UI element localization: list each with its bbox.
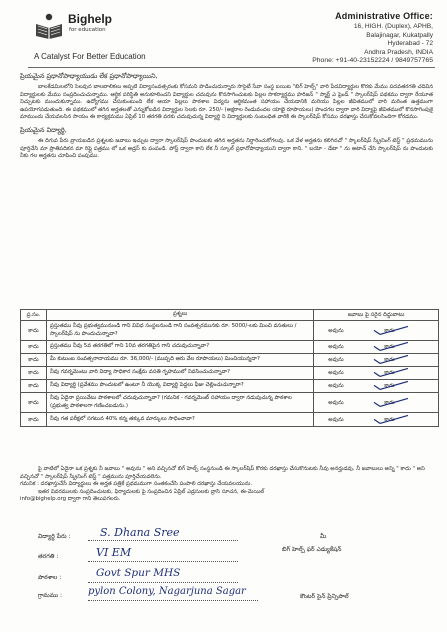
table-row bbox=[21, 367, 439, 380]
school-value[interactable]: Govt Spur MHS bbox=[96, 567, 181, 579]
row-number: కాదు bbox=[21, 341, 47, 354]
salutation-principal: ప్రియమైన ప్రధానోపాధ్యాయుడు లేక ప్రధానోపాధ్యాయిని, bbox=[20, 72, 158, 80]
col-header-no: ప్ర.సం. bbox=[21, 310, 47, 321]
answer-cell[interactable] bbox=[314, 341, 439, 354]
header-divider bbox=[28, 67, 435, 68]
table-row bbox=[21, 413, 439, 427]
row-number: కాదు bbox=[21, 367, 47, 380]
village-label: గ్రామము : bbox=[38, 592, 63, 599]
answer-yes[interactable]: అవును bbox=[328, 344, 344, 350]
office-title: Administrative Office: bbox=[335, 11, 433, 21]
row-question: నీవు గత పరీక్షలో సగటున 40% కన్న తక్కువ మార్కులు సాధించావా? bbox=[46, 413, 313, 427]
answer-cell[interactable] bbox=[314, 321, 439, 341]
row-number: కాదు bbox=[21, 380, 47, 393]
instructions-paragraph: ఈ దిగువ పేరు వ్రాయబడిన ప్రశ్నలకు జవాబు ఇచ్చుట ద్వారా స్కాలర్‌షిప్ పొందుటకు తగిన అర్హతను నిర్ధారించుకోగలవు. ఒక వేళ అర్హతను కలిగినచో " స్కాలర్‌షిప్ స్క్రీనింగ్ టెస్ట్ " ప్రథమమును పూర్తిచేసి మా ప్రాతిపదికన మా రిప్లై పత్రము లో ఒక అడ్రస్ కు పంపండి. పోస్ట్ ద్వారా కాని లేక నీ స్కూల్ ప్రధానోపాధ్యాయుని ద్వారా కాని. " బయో - డేటా " ను అటాచ్ చేసి స్కాలర్‌షిప్ ను పొందుటకు నీకు గల అర్హతను చూపించి పంపుము. bbox=[20, 137, 433, 160]
row-question: మీ కుటుంబ సంవత్సరాదాయము రూ. 36,000/- (ముప్పది ఆరు వేల రూపాయలు) మించియున్నదా? bbox=[46, 354, 313, 367]
col-header-answer: జవాబు పై సరైన దిద్దుబాటు bbox=[314, 310, 439, 321]
answer-yes[interactable]: అవును bbox=[328, 399, 344, 406]
row-number: కాదు bbox=[21, 354, 47, 367]
notice-line: గమనిక : దరఖాస్తుచేసే విద్యార్థులు ఈ అర్హత పత్రికే ప్రథమముగా సంతకంచేసి పంపాలి దరఖాస్తు చేయవలయును. bbox=[20, 481, 253, 488]
tagline: A Catalyst For Better Education bbox=[34, 52, 146, 61]
brand-name: Bighelp bbox=[68, 12, 112, 26]
row-question: నీవు ఏదైనా ప్రయివేటు పాఠశాలలో చదువుచున్నావా? (గమనిక - గవర్నమెంట్ సహాయం ద్వారా నడుపుచున్న పాఠశాల (ప్రభుత్వ పాఠశాలగా గణించబడును.) bbox=[46, 393, 313, 413]
contact-line: ఇతర వివరములకు సంప్రదించుటకు, ఫిర్యాదులకు పై సంప్రదించిన ఏప్రిల్ ఎడ్రసులకు వ్రాసి సూచన, ఈ-మెయిల్ bbox=[38, 488, 265, 495]
village-value[interactable]: pylon Colony, Nagarjuna Sagar bbox=[88, 586, 246, 597]
organization-signature: బిగ్ హెల్ప్ ఫర్ ఎడ్యుకేషన్ bbox=[282, 546, 342, 553]
answer-cell[interactable] bbox=[314, 393, 439, 413]
row-question: నీవు విద్యార్థి (ప్రవేశము పొందుటలో ఉంటూ నీ యొక్క విద్యార్థి పెద్దలు ఫీజు చెల్లించుచున్నారా? bbox=[46, 380, 313, 393]
address-line: Hyderabad - 72 bbox=[387, 40, 433, 48]
answer-no[interactable]: కాదు bbox=[384, 344, 395, 350]
answer-cell[interactable] bbox=[314, 413, 439, 427]
address-line: Balajinagar, Kukatpally bbox=[366, 31, 433, 39]
answer-yes[interactable]: అవును bbox=[328, 370, 344, 376]
address-line: Andhra Pradesh, INDIA bbox=[364, 48, 433, 56]
class-label: తరగతి : bbox=[38, 553, 59, 560]
letter-body bbox=[20, 72, 433, 161]
table-row bbox=[21, 354, 439, 367]
email-line: info@bighelp.org ద్వారా గాని తెలుపగలరు. bbox=[20, 496, 121, 503]
table-row bbox=[21, 393, 439, 413]
table-row bbox=[21, 341, 439, 354]
yours-label: మీ bbox=[320, 533, 327, 540]
answer-yes[interactable]: అవును bbox=[328, 416, 344, 423]
school-line bbox=[88, 582, 238, 583]
check-mark-icon bbox=[370, 413, 412, 425]
intro-paragraph: బాలకేడమిలలోని సెలవున బాలబాలికలు అప్పటి విద్యాసంవత్సరంకు కోసమని పొడించుదున్నారు సొసైటీ సేవా సంస్థ బయిట "బిగ్ హెల్ప్" వారి పేదవిద్యార్థుల కొరకు మేము పదవతరగతి చదివిన విద్యార్థులకు మేము సంప్రదించుచున్నాము. ఆర్థిక పరిస్థితి అనుకూలించని విద్యార్థుల చదువును కొనసాగించుటకు పిల్లల సొకర్యార్థము హరిజన్ " స్మార్ట్ ఎ ఫ్రెండ్ " స్కాలర్‌షిప్ పథకము ద్వారా రేయూత నిచ్చుటకు ముందుకున్నాము. ఉద్యోగము చేసుకుంటుంది లేక ఆయా పిల్లలు పాఠశాల విద్యను ఆర్థికమంత సహాయం చేయడానికి మరియు పిల్లల జీవితములో వారి మరింత ఉత్తమంగా ఉపయోగపడుతుంది. ఈ పథకములో తగిన అర్హతలతో ఎన్నుకోబడిన విద్యార్థుల సెలకు రూ. 250/- (అక్షరాల రెండువందల యాభై రూపాయలు) పొందగల ద్వారా వారి విద్యాపై జీవితములో కొనసాగింపుకై మాముందు చేయవలసిన సాయం ఈ కార్యక్రమము ఏప్రిల్ 10 తరగతి వరకు చదువుచున్న విద్యార్థి ని విద్యార్థులకు సంబంధిత వారికి ఈ స్కాలర్‌షిప్ కోసము దరఖాస్తు చేసుకోవలసిందిగా కోరడము. bbox=[20, 84, 433, 121]
check-mark-icon bbox=[370, 324, 412, 336]
eligibility-table bbox=[20, 309, 439, 427]
answer-yes[interactable]: అవును bbox=[328, 327, 344, 334]
answer-cell[interactable] bbox=[314, 380, 439, 393]
row-number: కాదు bbox=[21, 413, 47, 427]
book-reader-icon bbox=[34, 12, 64, 40]
answer-yes[interactable]: అవును bbox=[328, 383, 344, 389]
salutation-student: ప్రియమైన విద్యార్థి, bbox=[20, 125, 67, 134]
class-line bbox=[88, 561, 238, 562]
table-header-row bbox=[21, 310, 439, 321]
student-name-value[interactable]: S. Dhana Sree bbox=[100, 526, 180, 539]
row-question: నీవు గవర్నమెంటు వారి విద్యా సాధికార సంక్షేమ వసతి గృహములో నివసించుచున్నావా? bbox=[46, 367, 313, 380]
check-mark-icon bbox=[370, 396, 412, 408]
footer-notes bbox=[20, 466, 433, 504]
office-phone: Phone: +91-40-23152224 / 9849757765 bbox=[312, 57, 433, 65]
student-name-line bbox=[88, 540, 238, 541]
answer-cell[interactable] bbox=[314, 354, 439, 367]
student-name-label: విద్యార్థి పేరు : bbox=[38, 533, 71, 540]
table-row bbox=[21, 321, 439, 341]
principal-countersign: కౌంటర్ సైన్ ప్రిన్సిపాల్ bbox=[300, 593, 349, 600]
answer-no[interactable]: కాదు bbox=[384, 327, 395, 334]
answer-no[interactable]: కాదు bbox=[384, 399, 395, 406]
check-mark-icon bbox=[370, 379, 412, 391]
col-header-question: ప్రశ్నలు bbox=[46, 310, 313, 321]
row-question: ప్రస్తుతము నీవు 5వ తరగతిలో గాని 10వ తరగతిపైన గాని చదువుచున్నావా? bbox=[46, 341, 313, 354]
check-mark-icon bbox=[370, 353, 412, 365]
row-question: ప్రస్తుతము నీవు ప్రభుత్వమునుండి గాని వివిధ సంస్థలనుండి గాని సంవత్సరమునకు రూ. 5000/-లకు మించి వసతులు / స్కాలర్‌షిప్ ను పొందుచున్నావా? bbox=[46, 321, 313, 341]
village-line bbox=[88, 600, 258, 601]
class-value[interactable]: VI EM bbox=[96, 546, 132, 559]
answer-no[interactable]: కాదు bbox=[384, 416, 395, 423]
address-line: 16, HIGH. (Duplex), APHB, bbox=[353, 23, 433, 30]
answer-no[interactable]: కాదు bbox=[384, 370, 395, 376]
answer-no[interactable]: కాదు bbox=[384, 357, 395, 363]
answer-no[interactable]: కాదు bbox=[384, 383, 395, 389]
eligibility-note: పై వాటిలో ఏదైనా ఒక ప్రశ్నకు నీ జవాబు " అవును " అని వచ్చినచో బిగ్ హెల్ప్ సంస్థనుండి ఈ స్కాలర్‌షిప్ కొరకు దరఖాస్తు చేసుకొనుటకు నీవు అనర్హుడవు. నీ జవాబులు అన్ని " కాదు " అని వచ్చినచో " స్కాలర్‌షిప్ స్క్రీనింగ్ టెస్ట్ " పత్రమును పూర్తిచేయవలెను. bbox=[20, 466, 425, 480]
row-number: కాదు bbox=[21, 321, 47, 341]
answer-yes[interactable]: అవును bbox=[328, 357, 344, 363]
table-row bbox=[21, 380, 439, 393]
check-mark-icon bbox=[370, 366, 412, 378]
row-number: కాదు bbox=[21, 393, 47, 413]
school-label: పాఠశాల : bbox=[38, 574, 62, 581]
office-address bbox=[243, 11, 433, 64]
brand-sub: for education bbox=[69, 27, 106, 33]
bighelp-logo bbox=[34, 10, 114, 50]
answer-cell[interactable] bbox=[314, 367, 439, 380]
check-mark-icon bbox=[370, 340, 412, 352]
